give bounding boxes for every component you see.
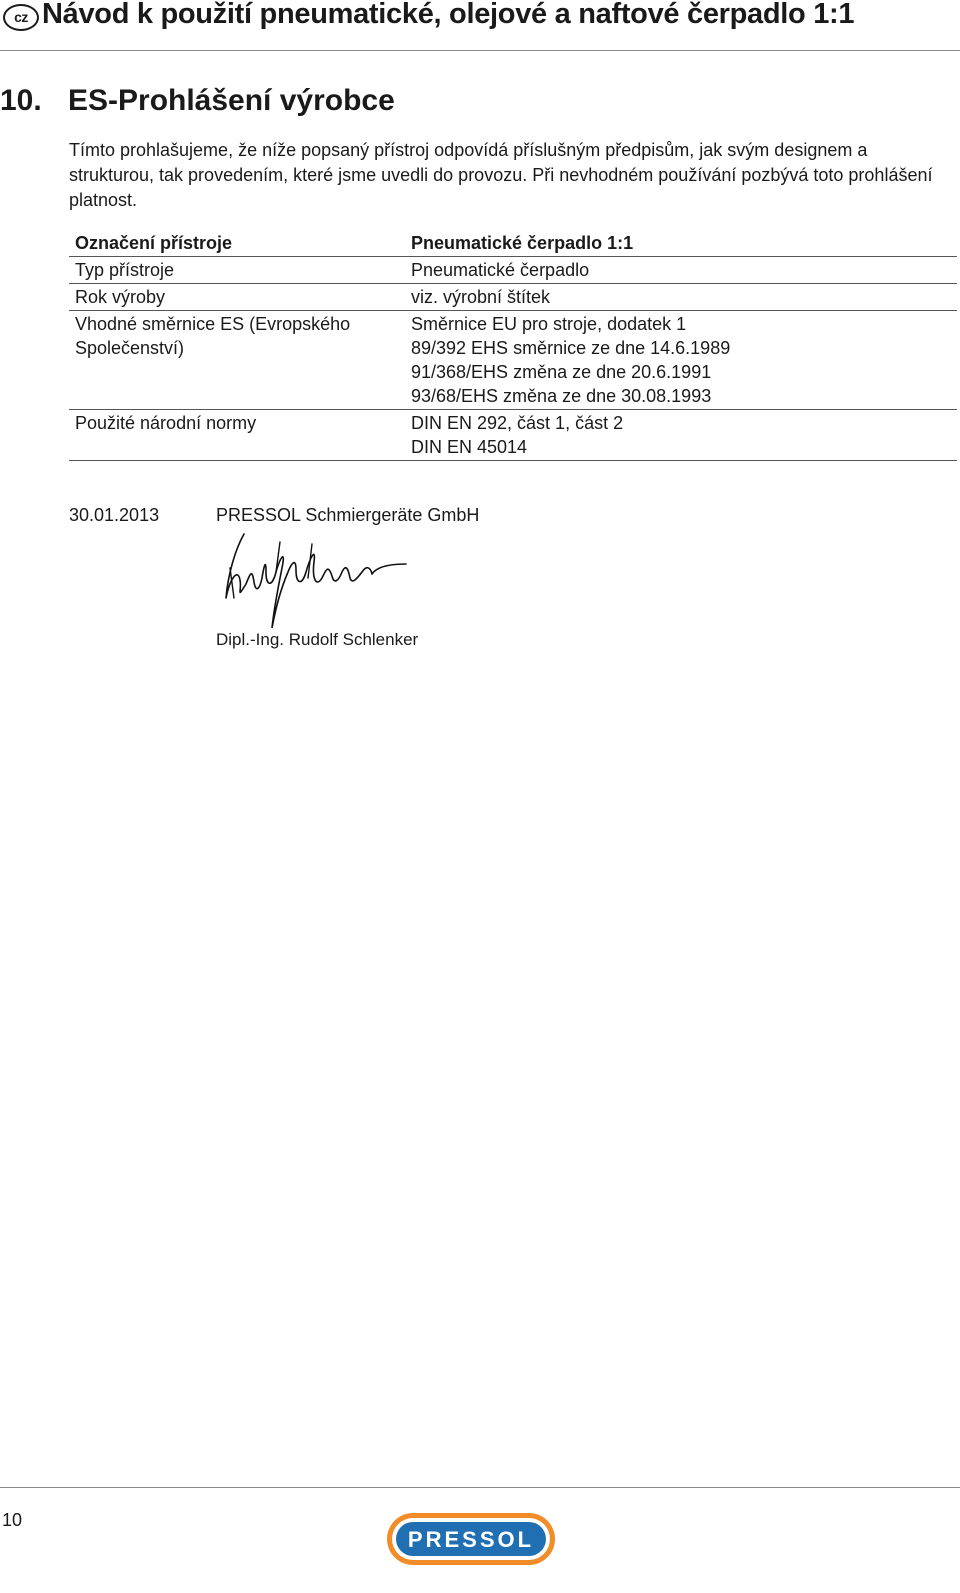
row-value — [405, 284, 957, 311]
row-value-line: Směrnice EU pro stroje, dodatek 1 — [411, 314, 687, 334]
page-number: 10 — [2, 1510, 23, 1530]
row-value-line: viz. výrobní štítek — [411, 287, 551, 307]
table-row — [69, 257, 957, 284]
intro-paragraph: Tímto prohlašujeme, že níže popsaný přístroj odpovídá příslušným předpisům, jak svým designem a strukturou, tak provedením, které jsme uvedli do provozu. Při nevhodném používání pozbývá toto prohlášení platnost. — [69, 140, 933, 210]
pressol-logo — [386, 1512, 556, 1566]
section-number: 10. — [0, 84, 42, 117]
table-row — [69, 410, 957, 461]
row-value-line: DIN EN 45014 — [411, 437, 528, 457]
language-badge: cz — [3, 4, 39, 31]
row-value-line: 91/368/EHS změna ze dne 20.6.1991 — [411, 362, 712, 382]
declaration-table — [69, 230, 957, 461]
row-value-line: Pneumatické čerpadlo — [411, 260, 590, 280]
document-title: Návod k použití pneumatické, olejové a naftové čerpadlo 1:1 — [42, 0, 855, 30]
footer-divider — [0, 1487, 960, 1488]
table-row — [69, 311, 957, 410]
row-label: Použité národní normy — [69, 410, 405, 461]
header-divider — [0, 50, 960, 51]
signature-date: 30.01.2013 — [69, 505, 160, 525]
row-value — [405, 257, 957, 284]
row-value-line: DIN EN 292, část 1, část 2 — [411, 413, 624, 433]
table-header-row — [69, 230, 957, 257]
handwritten-signature — [216, 528, 416, 628]
table-header-value: Pneumatické čerpadlo 1:1 — [405, 230, 957, 257]
section-heading — [0, 84, 395, 118]
row-value-line: 93/68/EHS změna ze dne 30.08.1993 — [411, 386, 712, 406]
row-value — [405, 410, 957, 461]
row-value — [405, 311, 957, 410]
logo-text: PRESSOL — [407, 1527, 535, 1552]
row-label: Rok výroby — [69, 284, 405, 311]
row-label: Vhodné směrnice ES (Evropského Společenství) — [69, 311, 405, 410]
company-name: PRESSOL Schmiergeräte GmbH — [216, 505, 480, 525]
table-row — [69, 284, 957, 311]
page-header — [0, 0, 960, 52]
section-title: ES-Prohlášení výrobce — [68, 84, 395, 117]
row-label: Typ přístroje — [69, 257, 405, 284]
signatory-name: Dipl.-Ing. Rudolf Schlenker — [216, 630, 419, 649]
table-header-label: Označení přístroje — [69, 230, 405, 257]
row-value-line: 89/392 EHS směrnice ze dne 14.6.1989 — [411, 338, 731, 358]
